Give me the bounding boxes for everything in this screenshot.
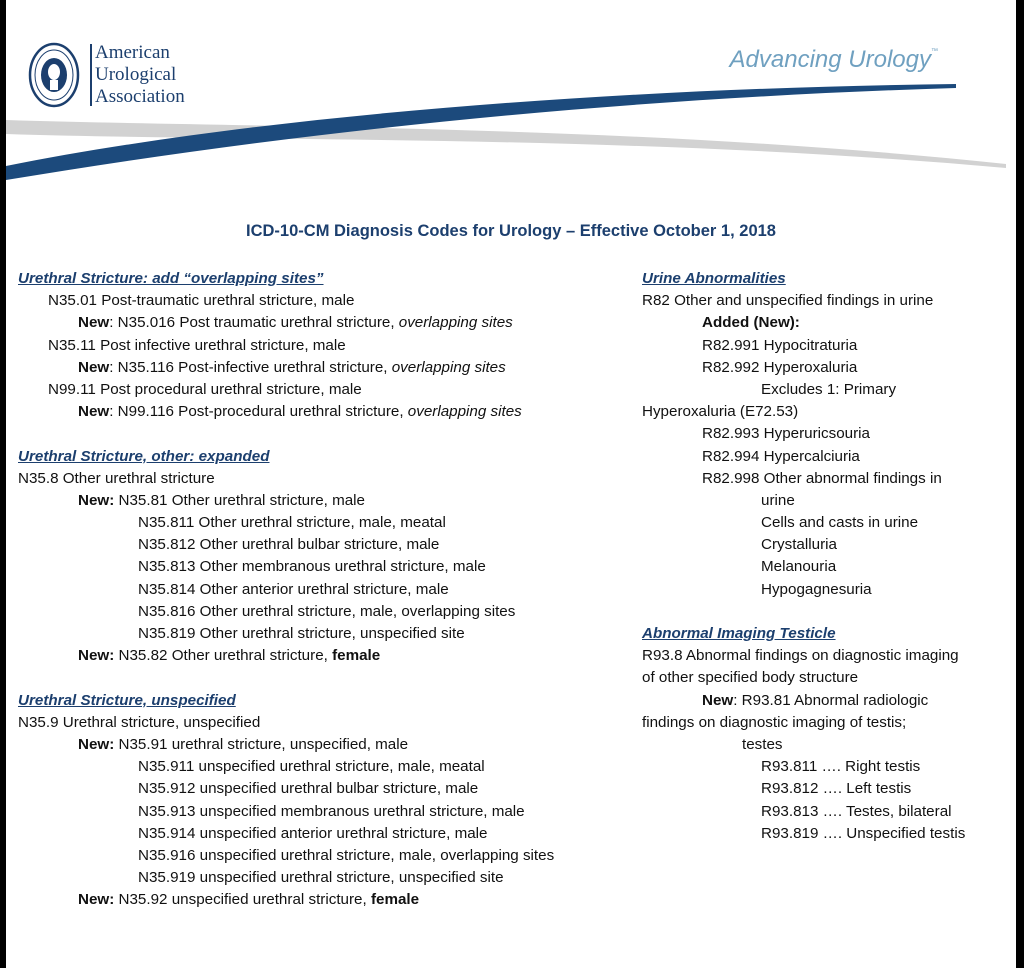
sub-item: Melanouria [761, 558, 837, 576]
section-heading-unspecified: Urethral Stricture, unspecified [18, 691, 236, 709]
excludes-line-cont: Hyperoxaluria (E72.53) [642, 403, 799, 421]
section-heading-overlapping: Urethral Stricture: add “overlapping sites” [18, 270, 324, 287]
code-line-new [18, 734, 628, 756]
code-line: R82 Other and unspecified findings in urine [642, 292, 934, 310]
female-label: female [370, 891, 420, 909]
new-label: New [78, 403, 110, 421]
code-line: R82.994 Hypercalciuria [702, 447, 860, 465]
code-line-new [18, 401, 628, 423]
code-line-new [18, 357, 628, 379]
section-heading-urine: Urine Abnormalities [642, 270, 786, 287]
code-line: N99.11 Post procedural urethral stricture, male [48, 380, 362, 398]
logo-line-3: Association [95, 86, 185, 107]
code-text: : N35.016 Post traumatic urethral stricture, [109, 314, 399, 332]
code-line: N35.9 Urethral stricture, unspecified [18, 713, 261, 731]
sub-code-line: N35.914 unspecified anterior urethral stricture, male [138, 824, 488, 842]
sub-code-line: N35.819 Other urethral stricture, unspecified site [138, 625, 465, 642]
code-line: N35.11 Post infective urethral stricture, male [48, 336, 346, 354]
added-new-text: Added (New): [702, 314, 800, 332]
code-line-new [642, 690, 1012, 712]
sub-code-line: N35.916 unspecified urethral stricture, male, overlapping sites [138, 846, 555, 864]
sub-item: Cells and casts in urine [761, 514, 919, 532]
code-line-cont: findings on diagnostic imaging of testis; [642, 713, 907, 731]
code-text: : R93.81 Abnormal radiologic [733, 691, 929, 709]
sub-item: R93.811 …. Right testis [761, 758, 921, 776]
sub-code-line: N35.911 unspecified urethral stricture, male, meatal [138, 758, 485, 776]
sub-code-line: N35.812 Other urethral bulbar stricture, male [138, 536, 440, 554]
sub-item: R93.812 …. Left testis [761, 780, 912, 798]
sub-code-line: N35.912 unspecified urethral bulbar stricture, male [138, 780, 479, 798]
code-line-new [18, 490, 628, 512]
right-column [642, 268, 1012, 845]
code-text: : N99.116 Post-procedural urethral stricture, [109, 403, 408, 421]
new-label: New: [78, 491, 115, 509]
new-label: New [78, 314, 110, 332]
code-emphasis: overlapping sites [391, 358, 506, 376]
code-line-cont: testes [742, 735, 783, 753]
sub-item: R93.819 …. Unspecified testis [761, 824, 966, 842]
sub-item: R93.813 …. Testes, bilateral [761, 802, 952, 820]
document-title: ICD-10-CM Diagnosis Codes for Urology – Effective October 1, 2018 [246, 222, 776, 240]
sub-code-line: N35.919 unspecified urethral stricture, unspecified site [138, 869, 504, 887]
code-text: : N35.116 Post-infective urethral stricture, [109, 358, 392, 376]
code-text: N35.81 Other urethral stricture, male [114, 491, 365, 509]
code-text: N35.91 urethral stricture, unspecified, male [114, 735, 409, 753]
new-label: New [702, 691, 734, 709]
code-line: R82.993 Hyperuricsouria [702, 425, 870, 443]
code-line-new [18, 889, 628, 911]
code-line: R82.998 Other abnormal findings in [702, 469, 942, 487]
trademark-mark: ™ [931, 48, 938, 55]
code-line: N35.01 Post-traumatic urethral stricture, male [48, 292, 355, 310]
left-column [18, 268, 628, 911]
code-text: N35.82 Other urethral stricture, [114, 647, 333, 665]
female-label: female [332, 647, 381, 665]
sub-item: Hypogagnesuria [761, 580, 872, 598]
section-heading-other-expanded: Urethral Stricture, other: expanded [18, 447, 270, 465]
sub-item: Crystalluria [761, 536, 837, 554]
code-line: R93.8 Abnormal findings on diagnostic imaging [642, 647, 959, 665]
code-line: R82.992 Hyperoxaluria [702, 358, 858, 376]
tagline-text: Advancing Urology [729, 46, 931, 73]
new-label: New: [78, 735, 115, 753]
sub-code-line: N35.816 Other urethral stricture, male, overlapping sites [138, 602, 516, 620]
new-label: New: [78, 891, 115, 909]
code-emphasis: overlapping sites [398, 314, 513, 332]
code-text: N35.92 unspecified urethral stricture, [114, 891, 371, 909]
header-swoosh [6, 76, 1016, 186]
sub-code-line: N35.814 Other anterior urethral stricture, male [138, 580, 449, 598]
code-line: R82.991 Hypocitraturia [702, 336, 858, 354]
code-line-new [18, 312, 628, 334]
excludes-line: Excludes 1: Primary [761, 380, 897, 398]
sub-code-line: N35.813 Other membranous urethral stricture, male [138, 558, 486, 576]
logo-line-1: American [95, 42, 170, 63]
new-label: New [78, 358, 110, 376]
document-page [6, 0, 1016, 968]
tagline [730, 46, 938, 74]
logo-line-2: Urological [95, 64, 177, 85]
code-line: N35.8 Other urethral stricture [18, 469, 215, 487]
sub-code-line: N35.811 Other urethral stricture, male, meatal [138, 514, 446, 532]
added-label [642, 312, 1012, 334]
code-line-new [18, 645, 628, 667]
code-emphasis: overlapping sites [407, 403, 522, 421]
code-line-cont: urine [761, 491, 795, 509]
code-line-cont: of other specified body structure [642, 669, 859, 687]
new-label: New: [78, 647, 115, 665]
sub-code-line: N35.913 unspecified membranous urethral stricture, male [138, 802, 525, 820]
section-heading-imaging: Abnormal Imaging Testicle [642, 625, 836, 642]
